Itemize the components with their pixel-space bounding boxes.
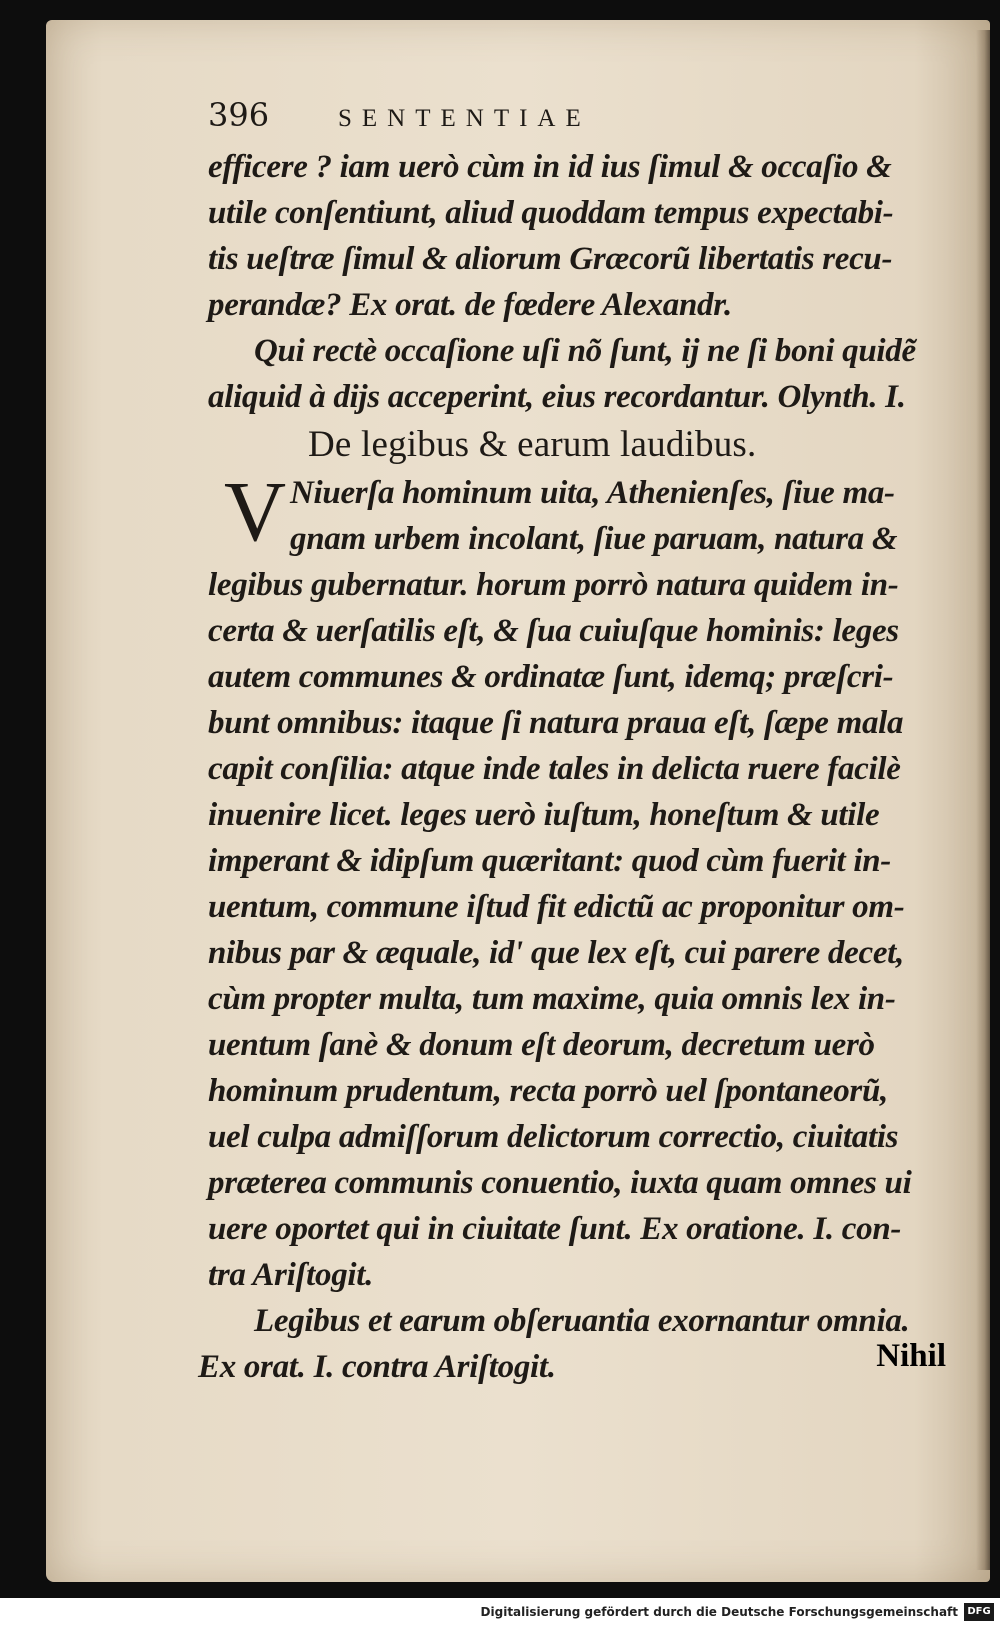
text-line: efficere ? iam uerò cùm in id ius ſimul & occaſio & <box>208 149 892 185</box>
section-heading: De legibus & earum laudibus. <box>308 424 757 465</box>
paragraph-1 <box>208 144 908 328</box>
page-number: 396 <box>208 96 270 134</box>
text-line: nibus par & æquale, id' que lex eſt, cui parere decet, <box>208 935 904 971</box>
text-line: hominum prudentum, recta porrò uel ſpontaneorũ, <box>208 1073 888 1109</box>
paragraph-2 <box>208 328 916 420</box>
text-line: autem communes & ordinatæ ſunt, idemq; præſcri- <box>208 659 894 695</box>
text-line: Qui rectè occaſione uſi nõ ſunt, ij ne ſi boni quidẽ <box>254 333 916 369</box>
text-line: uentum ſanè & donum eſt deorum, decretum uerò <box>208 1027 875 1063</box>
text-line: inuenire licet. leges uerò iuſtum, honeſtum & utile <box>208 797 880 833</box>
page-edge-shadow <box>976 30 990 1570</box>
text-line: tis ueſtræ ſimul & aliorum Græcorũ libertatis recu- <box>208 241 893 277</box>
catchword: Nihil <box>876 1338 946 1374</box>
running-head: SENTENTIAE <box>338 105 591 132</box>
footer-credit: Digitalisierung gefördert durch die Deutsche Forschungsgemeinschaft <box>480 1605 958 1619</box>
text-line: aliquid à dijs acceperint, eius recordantur. Olynth. I. <box>208 379 906 415</box>
dfg-logo-icon: DFG <box>964 1603 994 1621</box>
text-line: bunt omnibus: itaque ſi natura praua eſt, ſæpe mala <box>208 705 904 741</box>
text-line: Niuerſa hominum uita, Athenienſes, ſiue ma- <box>290 475 895 511</box>
paragraph-3 <box>208 463 912 1298</box>
text-line: perandæ? Ex orat. de fœdere Alexandr. <box>208 287 732 323</box>
text-line: gnam urbem incolant, ſiue paruam, natura & <box>290 521 898 557</box>
text-line: certa & uerſatilis eſt, & ſua cuiuſque hominis: leges <box>208 613 899 649</box>
text-line: uentum, commune iſtud fit edictũ ac proponitur om- <box>208 889 905 925</box>
text-line: imperant & idipſum quæritant: quod cùm fuerit in- <box>208 843 891 879</box>
digitization-footer <box>0 1598 1000 1628</box>
text-line: utile conſentiunt, aliud quoddam tempus expectabi- <box>208 195 894 231</box>
text-line: uel culpa admiſſorum delictorum correctio, ciuitatis <box>208 1119 899 1155</box>
page-header <box>208 96 908 144</box>
text-line: cùm propter multa, tum maxime, quia omnis lex in- <box>208 981 896 1017</box>
text-line: uere oportet qui in ciuitate ſunt. Ex oratione. I. con- <box>208 1211 902 1247</box>
text-line: Legibus et earum obſeruantia exornantur omnia. <box>254 1303 910 1339</box>
drop-cap: V <box>224 463 287 559</box>
text-line: tra Ariſtogit. <box>208 1257 374 1293</box>
text-line: legibus gubernatur. horum porrò natura quidem in- <box>208 567 899 603</box>
text-line: capit conſilia: atque inde tales in delicta ruere facilè <box>208 751 901 787</box>
text-line: præterea communis conuentio, iuxta quam omnes ui <box>208 1165 912 1201</box>
paragraph-4 <box>198 1298 910 1390</box>
text-line: Ex orat. I. contra Ariſtogit. <box>198 1349 556 1385</box>
